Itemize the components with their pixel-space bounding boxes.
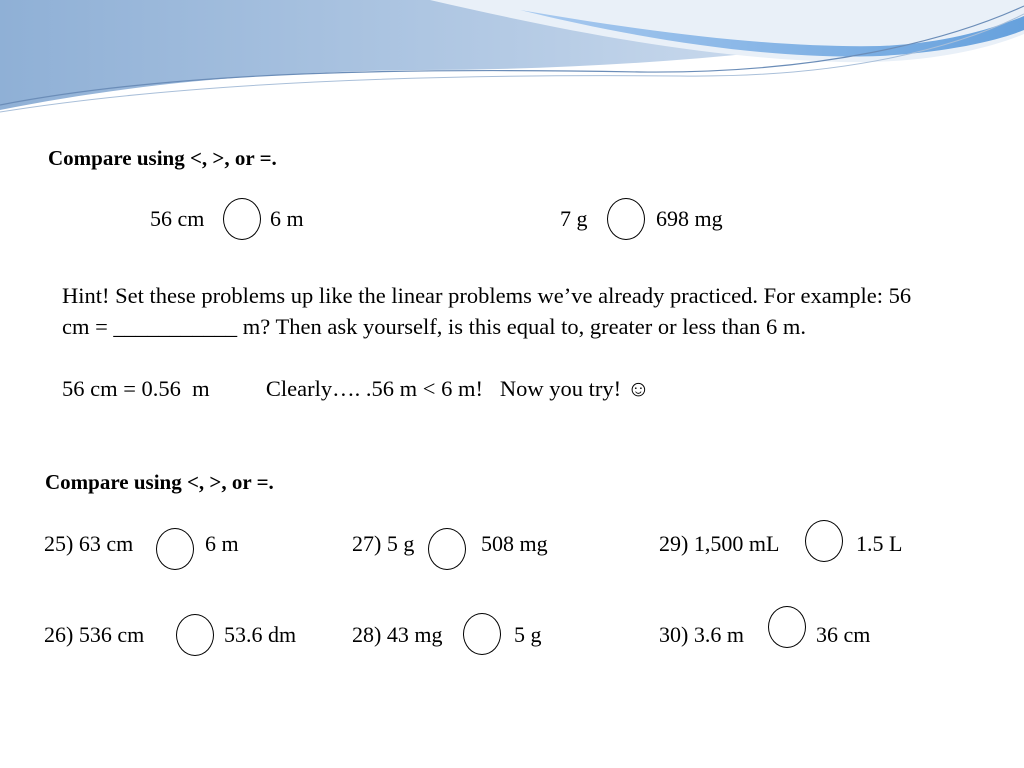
problem-30-left: 30) 3.6 m: [659, 622, 744, 647]
problem-27-right: 508 mg: [481, 531, 548, 556]
answer-circle-28[interactable]: [463, 613, 501, 655]
problem-30-right: 36 cm: [816, 622, 871, 647]
problem-27-left: 27) 5 g: [352, 531, 415, 556]
answer-circle-27[interactable]: [428, 528, 466, 570]
problem-25-left: 25) 63 cm: [44, 531, 134, 556]
answer-circle-29[interactable]: [805, 520, 843, 562]
section-heading-2: Compare using <, >, or =.: [45, 470, 274, 494]
example-2-right: 698 mg: [656, 206, 723, 231]
answer-circle-25[interactable]: [156, 528, 194, 570]
problem-26-right: 53.6 dm: [224, 622, 297, 647]
problem-25-right: 6 m: [205, 531, 239, 556]
example-1-right: 6 m: [270, 206, 304, 231]
problem-28-right: 5 g: [514, 622, 542, 647]
example-1-left: 56 cm: [150, 206, 205, 231]
problem-26-left: 26) 536 cm: [44, 622, 145, 647]
header-wave-decoration: [0, 0, 1024, 120]
example-2-left: 7 g: [560, 206, 588, 231]
section-heading-1: Compare using <, >, or =.: [48, 146, 277, 170]
hint-paragraph: Hint! Set these problems up like the linear problems we’ve already practiced. For example: 56 cm = ___________ m? Then ask yourself, is this equal to, greater or less than 6 m.: [62, 283, 912, 339]
answer-circle-26[interactable]: [176, 614, 214, 656]
answer-circle-example-1[interactable]: [223, 198, 261, 240]
hint-block: [62, 280, 912, 404]
problem-29-right: 1.5 L: [856, 531, 903, 556]
hint-solution-line: 56 cm = 0.56 m Clearly…. .56 m < 6 m! Now you try! ☺: [62, 376, 650, 401]
problem-29-left: 29) 1,500 mL: [659, 531, 780, 556]
problem-28-left: 28) 43 mg: [352, 622, 443, 647]
answer-circle-example-2[interactable]: [607, 198, 645, 240]
answer-circle-30[interactable]: [768, 606, 806, 648]
